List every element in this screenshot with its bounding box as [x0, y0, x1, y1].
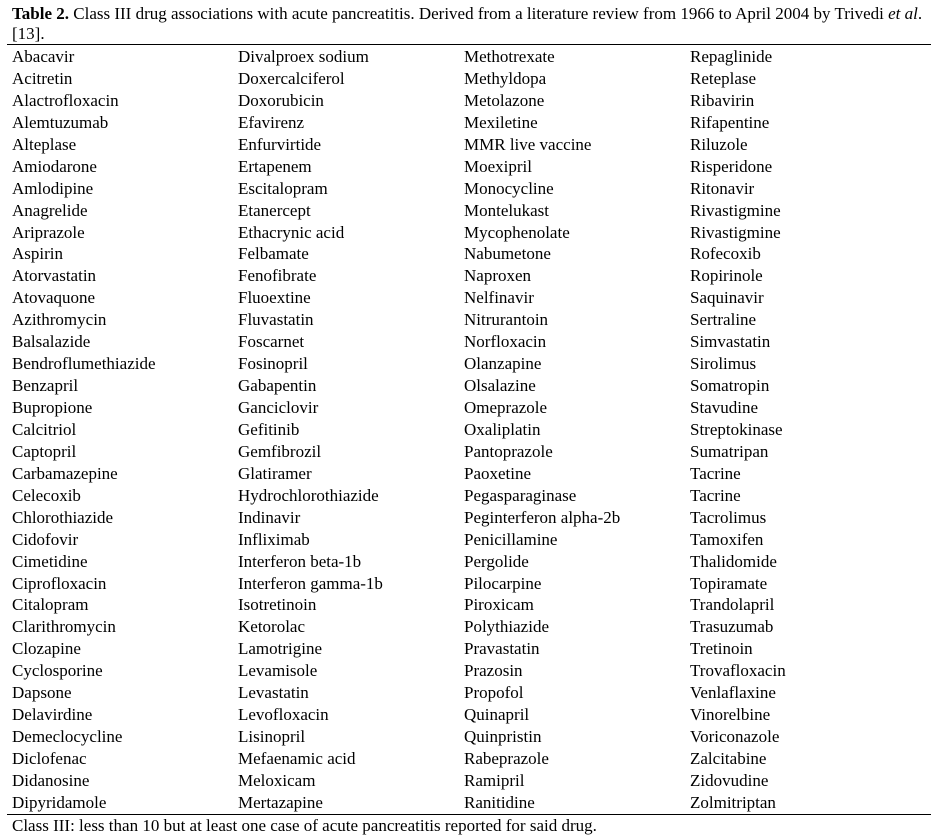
caption-reference: . [13]. [12, 4, 923, 43]
drug-cell: Ertapenem [238, 156, 312, 176]
table-row [12, 46, 916, 68]
table-row [12, 792, 916, 814]
drug-cell: Pravastatin [464, 639, 540, 659]
drug-cell: Ropirinole [690, 266, 763, 286]
drug-cell: Efavirenz [238, 112, 305, 132]
drug-cell: Balsalazide [12, 332, 91, 352]
drug-cell: Glatiramer [238, 463, 312, 483]
drug-cell: Polythiazide [464, 617, 549, 637]
table-row [12, 441, 916, 463]
table-row [12, 178, 916, 200]
table-row [12, 507, 916, 529]
table-row [12, 616, 916, 638]
drug-cell: Ketorolac [238, 617, 306, 637]
drug-cell: Saquinavir [690, 288, 764, 308]
table-row [12, 90, 916, 112]
drug-cell: Indinavir [238, 507, 301, 527]
drug-cell: Gemfibrozil [238, 441, 322, 461]
table-bottom-rule [7, 814, 931, 815]
table-row [12, 331, 916, 353]
drug-cell: Peginterferon alpha-2b [464, 507, 621, 527]
drug-cell: Anagrelide [12, 200, 88, 220]
drug-cell: Etanercept [238, 200, 311, 220]
drug-cell: Voriconazole [690, 727, 780, 747]
drug-cell: Alteplase [12, 134, 77, 154]
drug-cell: Trovafloxacin [690, 661, 786, 681]
drug-cell: Clozapine [12, 639, 81, 659]
drug-cell: Norfloxacin [464, 332, 547, 352]
drug-cell: Carbamazepine [12, 463, 118, 483]
drug-cell: Aspirin [12, 244, 63, 264]
drug-cell: Pilocarpine [464, 573, 542, 593]
table-row [12, 726, 916, 748]
drug-cell: Clarithromycin [12, 617, 116, 637]
table-row [12, 748, 916, 770]
drug-cell: Bendroflumethiazide [12, 354, 156, 374]
drug-cell: Mycophenolate [464, 222, 570, 242]
drug-cell: Cyclosporine [12, 661, 103, 681]
drug-cell: Didanosine [12, 770, 90, 790]
drug-cell: Tacrine [690, 485, 741, 505]
drug-cell: Risperidone [690, 156, 773, 176]
table-row [12, 200, 916, 222]
drug-cell: Ranitidine [464, 792, 535, 812]
drug-cell: Fluoextine [238, 288, 311, 308]
drug-cell: Vinorelbine [690, 705, 771, 725]
drug-cell: Tamoxifen [690, 529, 764, 549]
drug-cell: Gabapentin [238, 376, 317, 396]
table-row [12, 112, 916, 134]
drug-table [12, 46, 916, 814]
drug-cell: Rivastigmine [690, 222, 781, 242]
drug-cell: Simvastatin [690, 332, 771, 352]
drug-cell: Ramipril [464, 770, 525, 790]
drug-cell: Mertazapine [238, 792, 323, 812]
drug-cell: Monocycline [464, 178, 554, 198]
table-row [12, 529, 916, 551]
table-row [12, 287, 916, 309]
drug-cell: Sumatripan [690, 441, 769, 461]
drug-cell: Nabumetone [464, 244, 551, 264]
caption-text: Class III drug associations with acute pancreatitis. Derived from a literature review from 1966 to April 2004 by Trivedi [69, 4, 889, 23]
drug-cell: Paoxetine [464, 463, 532, 483]
drug-cell: Fluvastatin [238, 310, 314, 330]
drug-cell: Ribavirin [690, 90, 755, 110]
drug-cell: Escitalopram [238, 178, 328, 198]
table-row [12, 397, 916, 419]
drug-cell: Mefaenamic acid [238, 749, 356, 768]
drug-cell: Zalcitabine [690, 749, 767, 768]
drug-cell: Rifapentine [690, 112, 770, 132]
drug-cell: Lisinopril [238, 727, 306, 747]
drug-cell: Somatropin [690, 376, 770, 396]
drug-cell: Doxorubicin [238, 90, 324, 110]
drug-cell: Felbamate [238, 244, 309, 264]
drug-cell: Omeprazole [464, 398, 548, 417]
drug-cell: Lamotrigine [238, 639, 323, 659]
drug-cell: Acitretin [12, 68, 73, 88]
drug-cell: Abacavir [12, 47, 75, 66]
drug-cell: Moexipril [464, 156, 532, 176]
drug-cell: Atovaquone [12, 288, 96, 308]
drug-cell: Calcitriol [12, 419, 77, 439]
drug-cell: Celecoxib [12, 485, 81, 505]
drug-cell: Amlodipine [12, 178, 94, 198]
table-row [12, 134, 916, 156]
drug-cell: Trasuzumab [690, 617, 774, 637]
drug-cell: Penicillamine [464, 529, 558, 549]
drug-cell: Streptokinase [690, 419, 783, 439]
table-row [12, 353, 916, 375]
drug-cell: Doxercalciferol [238, 68, 345, 88]
drug-cell: Levofloxacin [238, 705, 329, 725]
drug-cell: Tacrolimus [690, 507, 767, 527]
drug-cell: Captopril [12, 441, 77, 461]
drug-cell: Gefitinib [238, 419, 300, 439]
caption-author-suffix: et al [888, 4, 918, 23]
drug-cell: Fosinopril [238, 354, 308, 374]
drug-cell: Stavudine [690, 398, 758, 417]
drug-cell: Zolmitriptan [690, 792, 776, 812]
drug-cell: Rabeprazole [464, 749, 549, 768]
table-row [12, 243, 916, 265]
drug-cell: Methotrexate [464, 47, 555, 66]
drug-cell: Foscarnet [238, 332, 305, 352]
table-top-rule [7, 44, 931, 45]
drug-cell: Diclofenac [12, 749, 87, 768]
drug-cell: Pegasparaginase [464, 485, 577, 505]
drug-cell: Quinapril [464, 705, 530, 725]
table-row [12, 660, 916, 682]
drug-cell: Tacrine [690, 463, 741, 483]
drug-cell: Propofol [464, 683, 524, 703]
drug-cell: Bupropione [12, 398, 93, 417]
table-row [12, 638, 916, 660]
drug-cell: Cidofovir [12, 529, 79, 549]
drug-cell: Riluzole [690, 134, 748, 154]
drug-cell: Interferon gamma-1b [238, 573, 383, 593]
drug-cell: Piroxicam [464, 595, 534, 615]
table-row [12, 485, 916, 507]
drug-cell: Pantoprazole [464, 441, 553, 461]
drug-cell: Zidovudine [690, 770, 769, 790]
drug-cell: Ciprofloxacin [12, 573, 107, 593]
drug-cell: Meloxicam [238, 770, 316, 790]
drug-cell: Nitrurantoin [464, 310, 549, 330]
drug-cell: Dapsone [12, 683, 72, 703]
drug-cell: Azithromycin [12, 310, 107, 330]
drug-cell: Mexiletine [464, 112, 538, 132]
table-row [12, 375, 916, 397]
drug-cell: Infliximab [238, 529, 310, 549]
drug-cell: Enfurvirtide [238, 134, 322, 154]
drug-cell: Pergolide [464, 551, 529, 571]
drug-cell: Hydrochlorothiazide [238, 485, 379, 505]
drug-cell: Prazosin [464, 661, 523, 681]
drug-cell: Sertraline [690, 310, 757, 330]
table-caption [12, 4, 936, 44]
drug-cell: Demeclocycline [12, 727, 123, 747]
drug-cell: Repaglinide [690, 47, 773, 66]
drug-cell: Rofecoxib [690, 244, 761, 264]
drug-cell: Ritonavir [690, 178, 755, 198]
drug-cell: Thalidomide [690, 551, 777, 571]
drug-cell: Levamisole [238, 661, 318, 681]
drug-cell: Fenofibrate [238, 266, 317, 286]
drug-cell: Tretinoin [690, 639, 753, 659]
drug-cell: Divalproex sodium [238, 47, 369, 66]
drug-cell: Chlorothiazide [12, 507, 114, 527]
table-row [12, 68, 916, 90]
table-label: Table 2. [12, 4, 70, 23]
drug-cell: Quinpristin [464, 727, 542, 747]
drug-cell: Dipyridamole [12, 792, 107, 812]
table-row [12, 222, 916, 244]
drug-cell: Sirolimus [690, 354, 757, 374]
drug-cell: Metolazone [464, 90, 545, 110]
drug-cell: Cimetidine [12, 551, 88, 571]
drug-cell: Isotretinoin [238, 595, 317, 615]
drug-cell: Alactrofloxacin [12, 90, 119, 110]
table-row [12, 682, 916, 704]
drug-cell: Citalopram [12, 595, 89, 615]
drug-cell: Oxaliplatin [464, 419, 541, 439]
drug-cell: Alemtuzumab [12, 112, 109, 132]
table-row [12, 573, 916, 595]
drug-cell: Levastatin [238, 683, 309, 703]
drug-cell: Ganciclovir [238, 398, 319, 417]
table-row [12, 551, 916, 573]
drug-cell: Nelfinavir [464, 288, 534, 308]
drug-cell: Venlaflaxine [690, 683, 776, 703]
table-row [12, 265, 916, 287]
drug-cell: Benzapril [12, 376, 79, 396]
drug-cell: Olanzapine [464, 354, 542, 374]
table-row [12, 156, 916, 178]
drug-cell: Montelukast [464, 200, 549, 220]
drug-cell: Trandolapril [690, 595, 775, 615]
drug-cell: Atorvastatin [12, 266, 97, 286]
drug-cell: Olsalazine [464, 376, 536, 396]
table-footnote: Class III: less than 10 but at least one case of acute pancreatitis reported for said drug. [12, 816, 597, 835]
drug-cell: Ethacrynic acid [238, 222, 345, 242]
drug-cell: Delavirdine [12, 705, 93, 725]
drug-cell: Topiramate [690, 573, 768, 593]
drug-cell: Interferon beta-1b [238, 551, 362, 571]
table-row [12, 594, 916, 616]
drug-cell: Methyldopa [464, 68, 547, 88]
drug-cell: Amiodarone [12, 156, 97, 176]
drug-cell: Rivastigmine [690, 200, 781, 220]
table-row [12, 770, 916, 792]
drug-cell: MMR live vaccine [464, 134, 592, 154]
drug-table-body [12, 46, 916, 814]
table-row [12, 419, 916, 441]
table-row [12, 704, 916, 726]
table-row [12, 463, 916, 485]
drug-cell: Reteplase [690, 68, 757, 88]
table-row [12, 309, 916, 331]
drug-cell: Ariprazole [12, 222, 85, 242]
drug-cell: Naproxen [464, 266, 532, 286]
